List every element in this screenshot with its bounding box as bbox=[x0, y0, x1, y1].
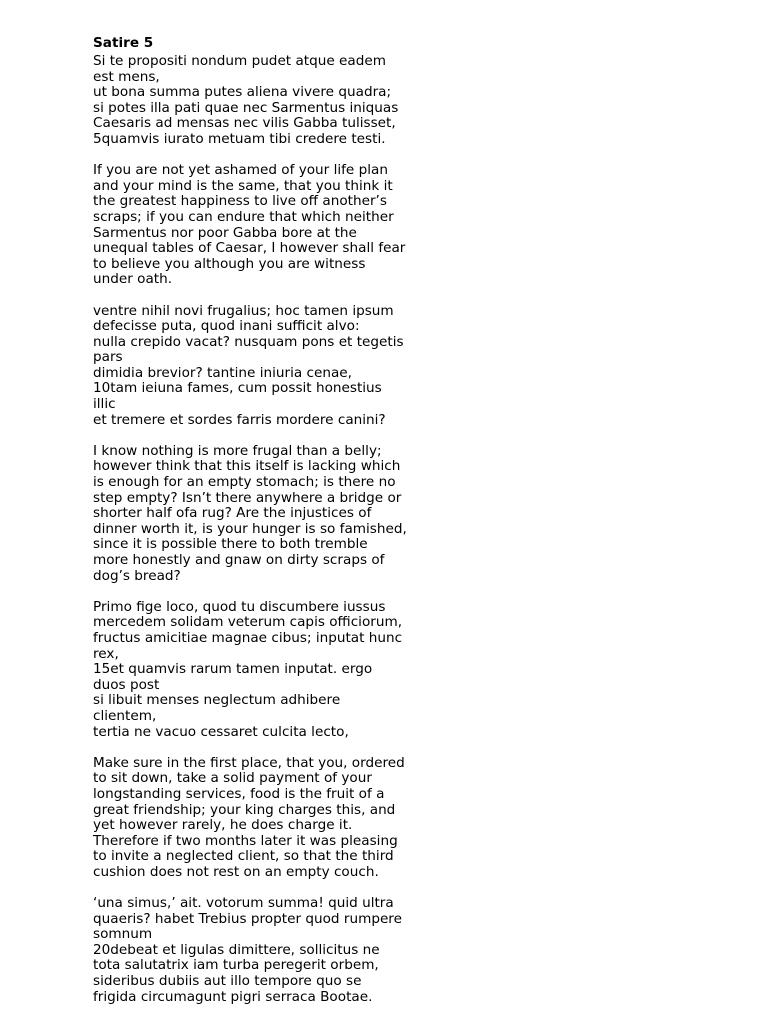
text-line: dog’s bread? bbox=[93, 567, 181, 584]
english-translation-stanza bbox=[93, 163, 433, 288]
text-line: more honestly and gnaw on dirty scraps of bbox=[93, 552, 385, 568]
text-line: unequal tables of Caesar, I however shall fear bbox=[93, 240, 406, 257]
text-line: the greatest happiness to live off another’s bbox=[93, 193, 387, 210]
text-line: dimidia brevior? tantine iniuria cenae, bbox=[93, 364, 352, 381]
text-line: If you are not yet ashamed of your life plan bbox=[93, 162, 388, 179]
text-line: frigida circumagunt pigri serraca Bootae. bbox=[93, 988, 373, 1005]
english-translation-stanza bbox=[93, 756, 433, 881]
text-line: to believe you although you are witness bbox=[93, 255, 366, 272]
text-line: sideribus dubiis aut illo tempore quo se bbox=[93, 973, 362, 990]
text-line: somnum bbox=[93, 926, 153, 943]
latin-stanza bbox=[93, 304, 433, 429]
text-line: Sarmentus nor poor Gabba bore at the bbox=[93, 224, 357, 241]
stanza-list bbox=[93, 54, 433, 1005]
text-line: mercedem solidam veterum capis officiorum, bbox=[93, 614, 403, 631]
text-line: nulla crepido vacat? nusquam pons et tegetis bbox=[93, 333, 404, 350]
text-line: 20debeat et ligulas dimittere, sollicitus ne bbox=[93, 941, 380, 958]
text-line: ‘una simus,’ ait. votorum summa! quid ultra bbox=[93, 895, 394, 912]
text-line: Primo fige loco, quod tu discumbere iussus bbox=[93, 598, 386, 615]
text-line: Caesaris ad mensas nec vilis Gabba tulisset, bbox=[93, 115, 396, 132]
text-line: Therefore if two months later it was pleasing bbox=[93, 832, 398, 849]
text-line: since it is possible there to both tremble bbox=[93, 536, 368, 553]
text-line: tertia ne vacuo cessaret culcita lecto, bbox=[93, 723, 349, 740]
text-line: is enough for an empty stomach; is there no bbox=[93, 474, 396, 491]
text-line: yet however rarely, he does charge it. bbox=[93, 817, 353, 834]
text-line: shorter half ofa rug? Are the injustices of bbox=[93, 505, 372, 522]
text-line: duos post bbox=[93, 676, 160, 693]
text-line: est mens, bbox=[93, 68, 160, 85]
text-line: et tremere et sordes farris mordere canini? bbox=[93, 411, 386, 428]
text-line: 10tam ieiuna fames, cum possit honestius bbox=[93, 380, 382, 397]
text-line: tota salutatrix iam turba peregerit orbem, bbox=[93, 957, 379, 974]
text-line: cushion does not rest on an empty couch. bbox=[93, 863, 379, 880]
text-line: dinner worth it, is your hunger is so famished, bbox=[93, 520, 407, 537]
text-line: however think that this itself is lacking which bbox=[93, 458, 401, 475]
text-line: ut bona summa putes aliena vivere quadra; bbox=[93, 84, 392, 101]
text-line: fructus amicitiae magnae cibus; inputat hunc bbox=[93, 629, 403, 646]
text-line: illic bbox=[93, 396, 116, 413]
text-line: si potes illa pati quae nec Sarmentus iniquas bbox=[93, 99, 399, 116]
text-line: Si te propositi nondum pudet atque eadem bbox=[93, 53, 386, 69]
text-line: scraps; if you can endure that which neither bbox=[93, 208, 394, 225]
latin-stanza bbox=[93, 896, 433, 1005]
text-line: si libuit menses neglectum adhibere bbox=[93, 692, 341, 709]
document-page bbox=[93, 35, 433, 1021]
text-line: great friendship; your king charges this, and bbox=[93, 801, 396, 818]
text-line: to sit down, take a solid payment of your bbox=[93, 770, 372, 787]
text-line: defecisse puta, quod inani sufficit alvo: bbox=[93, 318, 360, 335]
text-line: pars bbox=[93, 349, 123, 366]
text-line: clientem, bbox=[93, 707, 157, 724]
text-line: step empty? Isn’t there anywhere a bridge or bbox=[93, 489, 402, 506]
text-line: ventre nihil novi frugalius; hoc tamen ipsum bbox=[93, 302, 394, 319]
text-line: longstanding services, food is the fruit of a bbox=[93, 785, 385, 802]
text-line: 15et quamvis rarum tamen inputat. ergo bbox=[93, 661, 373, 678]
latin-stanza bbox=[93, 600, 433, 740]
latin-stanza bbox=[93, 54, 433, 148]
english-translation-stanza bbox=[93, 444, 433, 584]
document-title: Satire 5 bbox=[93, 35, 154, 51]
text-line: under oath. bbox=[93, 271, 173, 288]
text-line: and your mind is the same, that you think it bbox=[93, 177, 393, 194]
text-line: to invite a neglected client, so that the third bbox=[93, 848, 394, 865]
text-line: rex, bbox=[93, 645, 119, 662]
text-line: quaeris? habet Trebius propter quod rumpere bbox=[93, 910, 402, 927]
text-line: 5quamvis iurato metuam tibi credere testi. bbox=[93, 130, 386, 147]
text-line: I know nothing is more frugal than a belly; bbox=[93, 442, 382, 459]
text-line: Make sure in the first place, that you, ordered bbox=[93, 754, 405, 771]
